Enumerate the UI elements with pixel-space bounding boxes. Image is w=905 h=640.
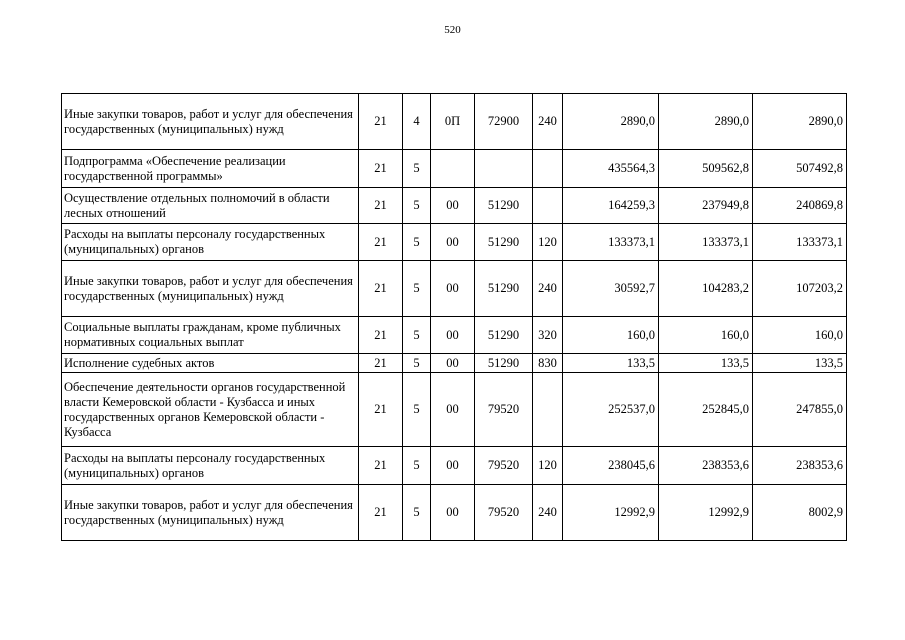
amount-year2-cell: 252845,0 [659,373,753,447]
table-row [62,354,847,373]
amount-year3-cell: 507492,8 [753,150,847,188]
program-cell [431,150,475,188]
amount-year2-cell: 160,0 [659,317,753,354]
direction-cell: 72900 [475,94,533,150]
amount-year1-cell: 12992,9 [563,485,659,541]
direction-cell: 51290 [475,317,533,354]
direction-cell: 79520 [475,447,533,485]
expense-type-cell: 120 [533,447,563,485]
subsection-cell: 5 [403,224,431,261]
amount-year2-cell: 12992,9 [659,485,753,541]
program-cell: 00 [431,485,475,541]
page-number: 520 [444,24,461,36]
table-row [62,485,847,541]
amount-year2-cell: 238353,6 [659,447,753,485]
row-name-cell: Социальные выплаты гражданам, кроме публичных нормативных социальных выплат [62,317,359,354]
amount-year2-cell: 237949,8 [659,188,753,224]
section-cell: 21 [359,150,403,188]
amount-year1-cell: 133373,1 [563,224,659,261]
amount-year3-cell: 247855,0 [753,373,847,447]
amount-year2-cell: 133373,1 [659,224,753,261]
table-row [62,447,847,485]
row-name-cell: Иные закупки товаров, работ и услуг для обеспечения государственных (муниципальных) нужд [62,485,359,541]
section-cell: 21 [359,354,403,373]
amount-year1-cell: 164259,3 [563,188,659,224]
subsection-cell: 5 [403,447,431,485]
amount-year1-cell: 30592,7 [563,261,659,317]
subsection-cell: 5 [403,261,431,317]
direction-cell [475,150,533,188]
table-row [62,317,847,354]
subsection-cell: 5 [403,485,431,541]
subsection-cell: 5 [403,188,431,224]
section-cell: 21 [359,224,403,261]
program-cell: 00 [431,317,475,354]
row-name-cell: Расходы на выплаты персоналу государственных (муниципальных) органов [62,447,359,485]
subsection-cell: 5 [403,373,431,447]
amount-year1-cell: 252537,0 [563,373,659,447]
expense-type-cell: 120 [533,224,563,261]
amount-year3-cell: 133373,1 [753,224,847,261]
row-name-cell: Обеспечение деятельности органов государственной власти Кемеровской области - Кузбасса и иных государственных органов Кемеровской области - Кузбасса [62,373,359,447]
row-name-cell: Иные закупки товаров, работ и услуг для обеспечения государственных (муниципальных) нужд [62,94,359,150]
amount-year2-cell: 509562,8 [659,150,753,188]
expense-type-cell: 240 [533,261,563,317]
program-cell: 00 [431,188,475,224]
direction-cell: 51290 [475,354,533,373]
amount-year3-cell: 8002,9 [753,485,847,541]
table-row [62,373,847,447]
subsection-cell: 5 [403,150,431,188]
row-name-cell: Исполнение судебных актов [62,354,359,373]
budget-table [61,93,847,541]
program-cell: 00 [431,224,475,261]
amount-year1-cell: 160,0 [563,317,659,354]
table-row [62,261,847,317]
row-name-cell: Подпрограмма «Обеспечение реализации государственной программы» [62,150,359,188]
amount-year3-cell: 133,5 [753,354,847,373]
table-row [62,94,847,150]
amount-year2-cell: 133,5 [659,354,753,373]
section-cell: 21 [359,94,403,150]
section-cell: 21 [359,188,403,224]
direction-cell: 51290 [475,224,533,261]
row-name-cell: Иные закупки товаров, работ и услуг для обеспечения государственных (муниципальных) нужд [62,261,359,317]
direction-cell: 79520 [475,485,533,541]
row-name-cell: Расходы на выплаты персоналу государственных (муниципальных) органов [62,224,359,261]
direction-cell: 51290 [475,261,533,317]
amount-year3-cell: 107203,2 [753,261,847,317]
table-row [62,188,847,224]
subsection-cell: 5 [403,354,431,373]
subsection-cell: 5 [403,317,431,354]
section-cell: 21 [359,317,403,354]
expense-type-cell [533,150,563,188]
expense-type-cell: 240 [533,94,563,150]
amount-year3-cell: 240869,8 [753,188,847,224]
direction-cell: 79520 [475,373,533,447]
program-cell: 0П [431,94,475,150]
program-cell: 00 [431,261,475,317]
section-cell: 21 [359,373,403,447]
expense-type-cell: 240 [533,485,563,541]
expense-type-cell: 830 [533,354,563,373]
amount-year2-cell: 2890,0 [659,94,753,150]
amount-year1-cell: 2890,0 [563,94,659,150]
section-cell: 21 [359,447,403,485]
amount-year2-cell: 104283,2 [659,261,753,317]
amount-year1-cell: 133,5 [563,354,659,373]
expense-type-cell: 320 [533,317,563,354]
amount-year1-cell: 238045,6 [563,447,659,485]
program-cell: 00 [431,373,475,447]
amount-year3-cell: 2890,0 [753,94,847,150]
amount-year1-cell: 435564,3 [563,150,659,188]
expense-type-cell [533,373,563,447]
section-cell: 21 [359,485,403,541]
table-row [62,150,847,188]
program-cell: 00 [431,447,475,485]
direction-cell: 51290 [475,188,533,224]
program-cell: 00 [431,354,475,373]
section-cell: 21 [359,261,403,317]
expense-type-cell [533,188,563,224]
table-row [62,224,847,261]
subsection-cell: 4 [403,94,431,150]
row-name-cell: Осуществление отдельных полномочий в области лесных отношений [62,188,359,224]
amount-year3-cell: 160,0 [753,317,847,354]
amount-year3-cell: 238353,6 [753,447,847,485]
